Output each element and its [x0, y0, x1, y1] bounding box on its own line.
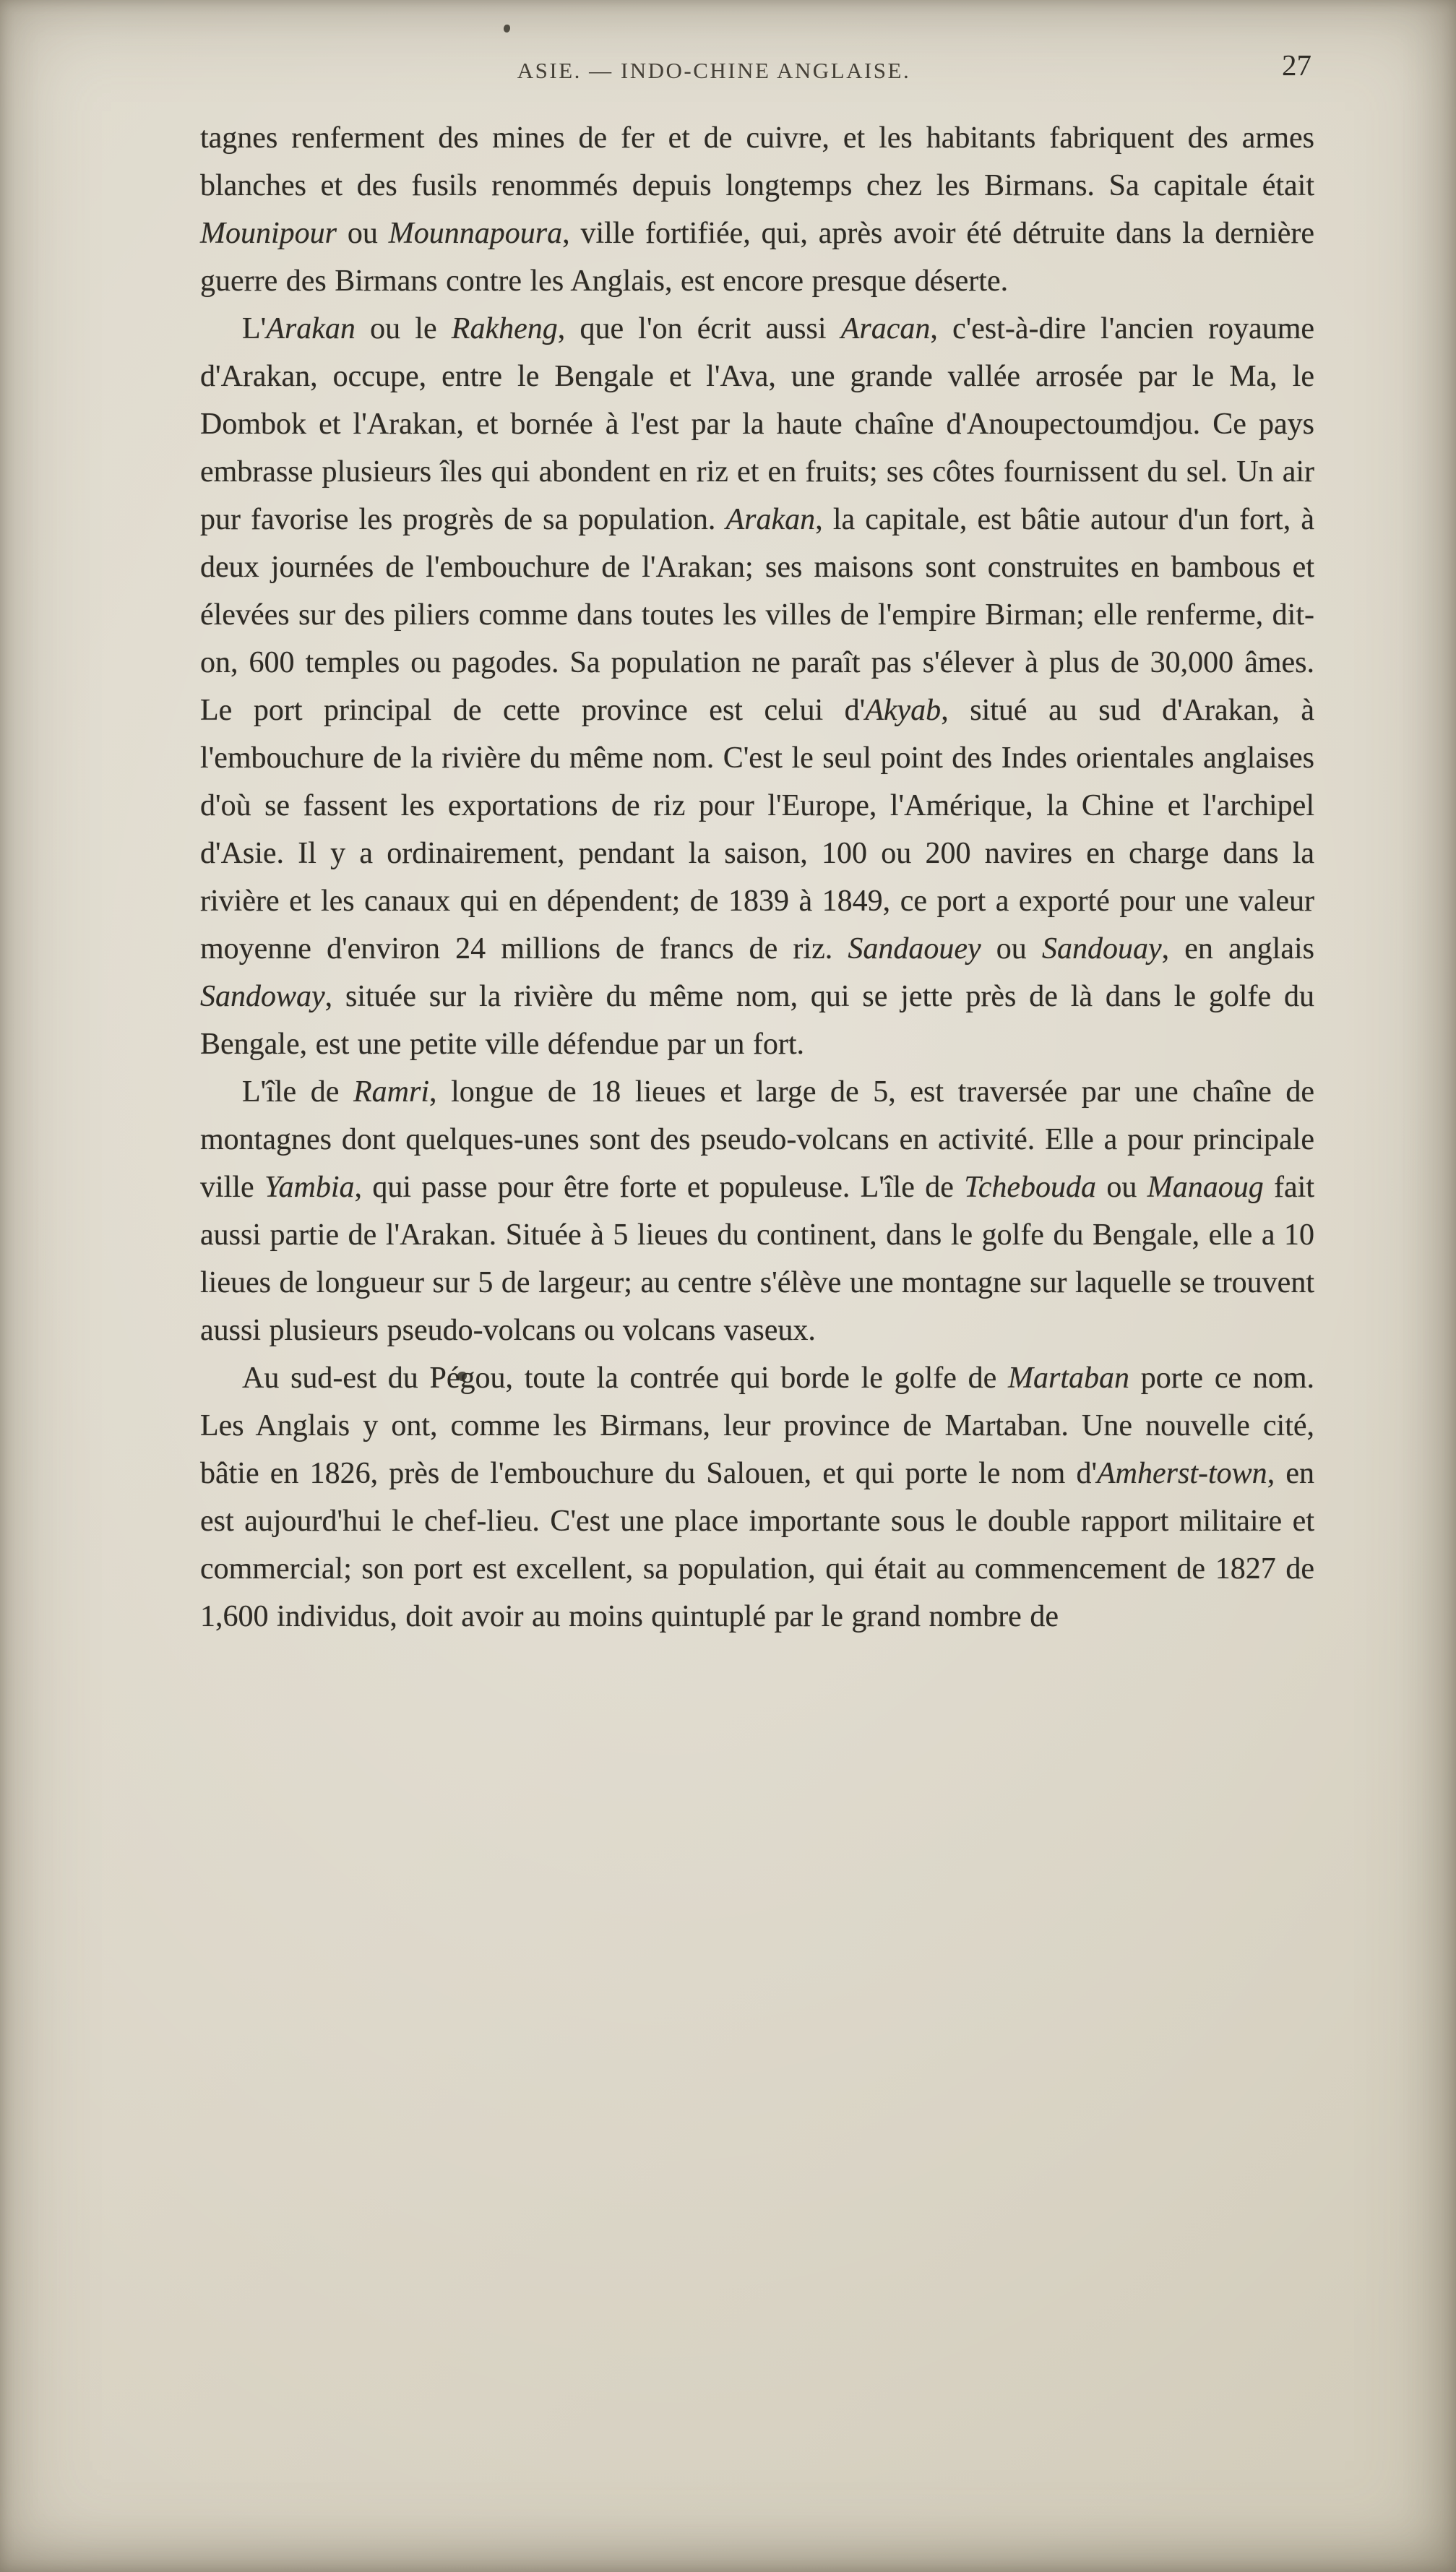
italic-place-name: Manaoug [1147, 1171, 1264, 1204]
text-run: ou [981, 932, 1042, 965]
text-run: , situé au sud d'Arakan, à l'embouchure de la rivière du même nom. C'est le seul point des Indes orientales anglaises d'où se fassent les exportations de riz pour l'Europe, l'Amérique, la Chine et l'archipel d'Asie. Il y a ordinairement, pendant la saison, 100 ou 200 navires en charge dans la rivière et les canaux qui en dépendent; de 1839 à 1849, ce port a exporté pour une valeur moyenne d'environ 24 millions de francs de riz. [200, 694, 1314, 965]
italic-place-name: Ramri [353, 1075, 430, 1109]
italic-place-name: Mounipour [200, 217, 337, 250]
text-run: , que l'on écrit aussi [557, 312, 841, 345]
italic-place-name: Sandaouey [848, 932, 981, 965]
italic-place-name: Aracan [840, 312, 931, 345]
text-run: L'île de [242, 1075, 354, 1109]
text-run: , c'est-à-dire l'ancien royaume d'Arakan, occupe, entre le Bengale et l'Ava, une grande vallée arrosée par le Ma, le Dombok et l'Arakan, et bornée à l'est par la haute chaîne d'Anoupectoumdjou. Ce pays embrasse plusieurs îles qui abondent en riz et en fruits; ses côtes fournissent du sel. Un air pur favorise les progrès de sa population. [200, 312, 1315, 536]
text-run: , qui passe pour être forte et populeuse. L'île de [354, 1171, 965, 1204]
text-run: , en est aujourd'hui le chef-lieu. C'est une place importante sous le double rapport militaire et commercial; son port est excellent, sa population, qui était au commencement de 1827 de 1,600 individus, doit avoir au moins quintuplé par le grand nombre de [200, 1457, 1314, 1633]
text-run: , en anglais [1161, 932, 1315, 965]
text-run: L' [242, 312, 267, 345]
italic-place-name: Amherst-town [1097, 1457, 1267, 1490]
running-title: ASIE. — INDO-CHINE ANGLAISE. [517, 58, 911, 83]
italic-place-name: Arakan [725, 503, 816, 536]
italic-place-name: Martaban [1008, 1362, 1130, 1395]
text-run: tagnes renferment des mines de fer et de cuivre, et les habitants fabriquent des armes blanches et des fusils renommés depuis longtemps chez les Birmans. Sa capitale était [200, 121, 1314, 202]
text-run: ou [1096, 1171, 1147, 1204]
page-content [200, 48, 1315, 1640]
italic-place-name: Arakan [266, 312, 356, 345]
text-run: Au sud-est du Pégou, toute la contrée qui borde le golfe de [242, 1362, 1009, 1395]
text-run: , longue de 18 lieues et large de 5, est traversée par une chaîne de montagnes dont quelques-unes sont des pseudo-volcans en activité. Elle a pour principale ville [200, 1075, 1315, 1204]
italic-place-name: Sandouay [1041, 932, 1162, 965]
page-header [200, 48, 1314, 98]
italic-place-name: Tchebouda [964, 1171, 1097, 1204]
text-run: , la capitale, est bâtie autour d'un fort, à deux journées de l'embouchure de l'Arakan; ses maisons sont construites en bambous et élevées sur des piliers comme dans toutes les villes de l'empire Birman; elle renferme, dit-on, 600 temples ou pagodes. Sa population ne paraît pas s'élever à plus de 30,000 âmes. Le port principal de cette province est celui d' [200, 503, 1314, 727]
text-run: ou le [355, 312, 452, 345]
paragraph [200, 114, 1314, 305]
page-text [200, 114, 1314, 1640]
text-run: ou [337, 217, 389, 250]
italic-place-name: Sandoway [200, 980, 325, 1013]
text-run: fait aussi partie de l'Arakan. Située à 5 lieues du continent, dans le golfe du Bengale, elle a 10 lieues de longueur sur 5 de largeur; au centre s'élève une montagne sur laquelle se trouvent aussi plusieurs pseudo-volcans ou volcans vaseux. [200, 1171, 1315, 1347]
text-run: porte ce nom. Les Anglais y ont, comme les Birmans, leur province de Martaban. Une nouvelle cité, bâtie en 1826, près de l'embouchure du Salouen, et qui porte le nom d' [200, 1362, 1314, 1490]
italic-place-name: Rakheng [451, 312, 558, 345]
paragraph [200, 305, 1314, 1068]
paragraph [200, 1068, 1314, 1354]
paragraph [200, 1354, 1314, 1640]
ink-speck [504, 25, 510, 33]
text-run: , située sur la rivière du même nom, qui se jette près de là dans le golfe du Bengale, est une petite ville défendue par un fort. [200, 980, 1314, 1061]
italic-place-name: Akyab [865, 694, 942, 727]
italic-place-name: Yambia [264, 1171, 355, 1204]
text-run: , ville fortifiée, qui, après avoir été détruite dans la dernière guerre des Birmans contre les Anglais, est encore presque déserte. [200, 217, 1314, 298]
page-number: 27 [1282, 48, 1311, 82]
italic-place-name: Mounnapoura [388, 217, 563, 250]
